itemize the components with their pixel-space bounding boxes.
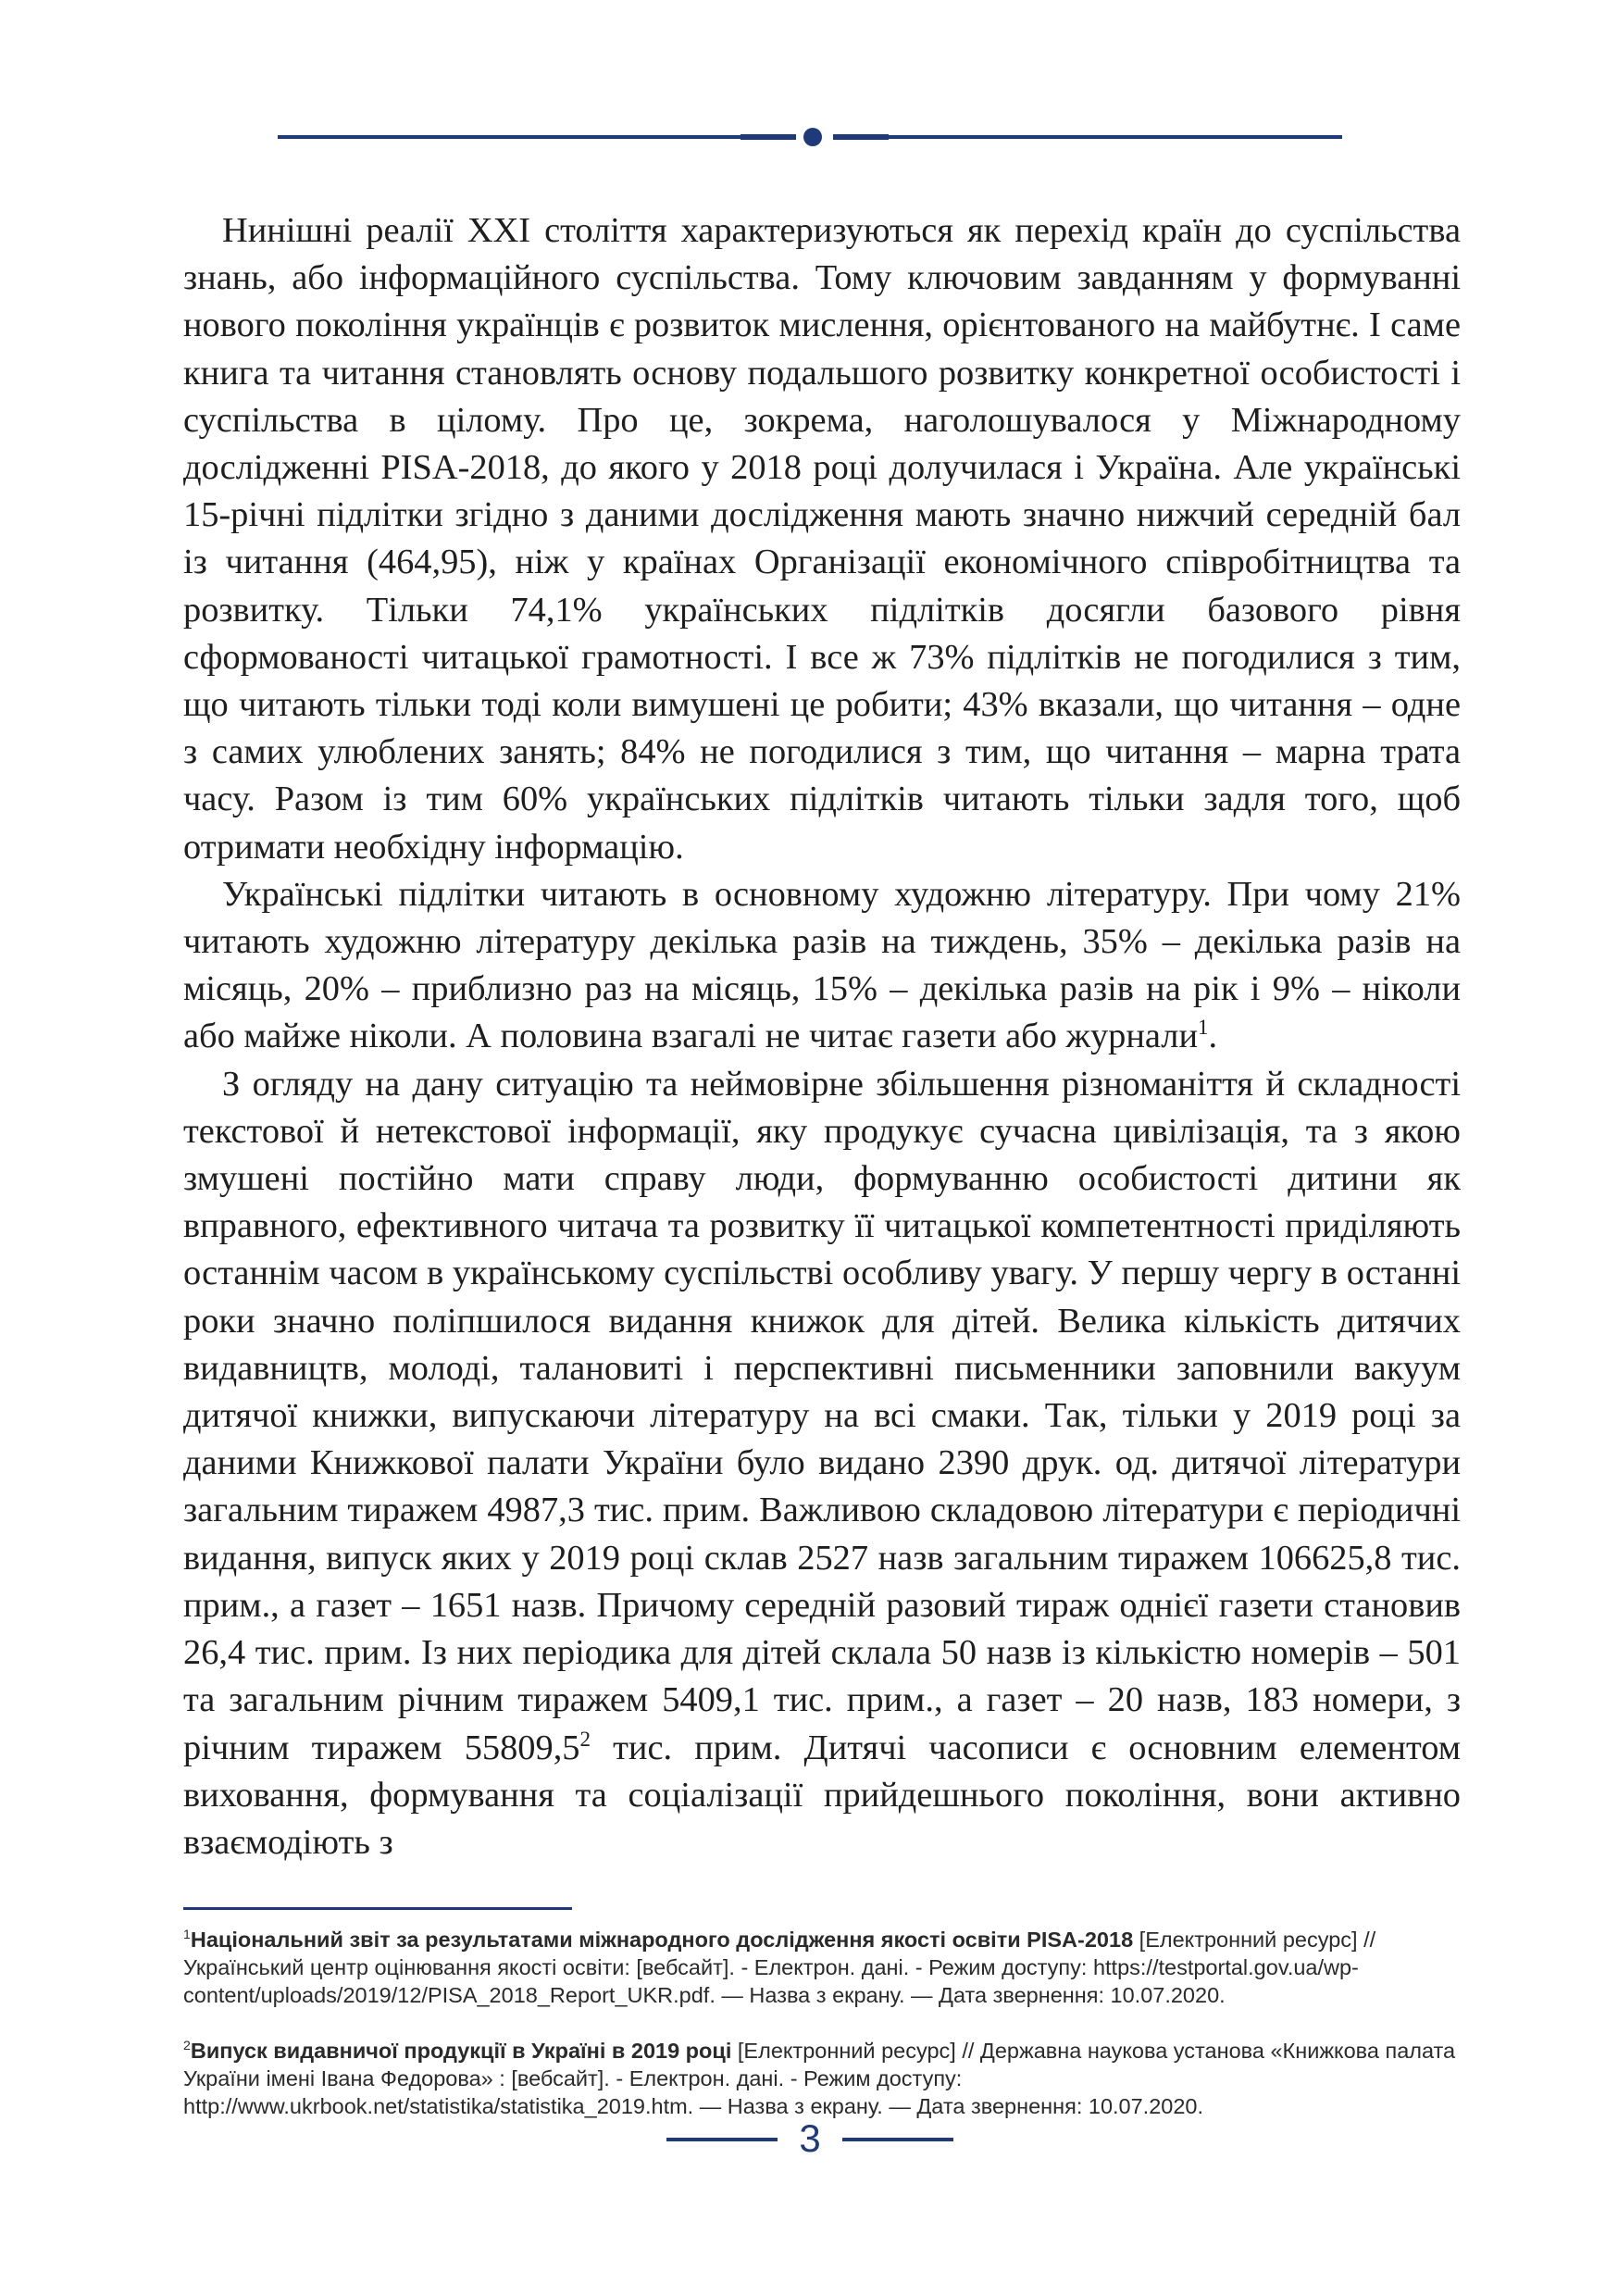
paragraph-2-tail: . xyxy=(1208,1017,1218,1056)
paragraph-1 xyxy=(183,207,1461,871)
footnote-1 xyxy=(183,1926,1461,2009)
header-rule-left xyxy=(278,135,796,139)
body-text xyxy=(183,207,1461,1866)
footnote-2-number: 2 xyxy=(183,2038,191,2053)
header-ornament xyxy=(278,128,1342,146)
paragraph-2 xyxy=(183,871,1461,1061)
footnote-ref-2[interactable]: 2 xyxy=(579,1726,591,1751)
footer-rule-left xyxy=(666,2138,778,2141)
header-dot xyxy=(803,128,822,146)
header-rule-right xyxy=(833,135,1342,139)
paragraph-3-tail: тис. прим. Дитячі часописи є основним елементом виховання, формування та соціалізації прийдешнього покоління, вони активно взаємодіють з xyxy=(183,1728,1461,1862)
paragraph-1-text: Нинішні реалії XXI століття характеризуються як перехід країн до суспільства знань, або інформаційного суспільства. Тому ключовим завданням у формуванні нового покоління українців є розвиток мислення, орієнтованого на майбутнє. І саме книга та читання становлять основу подальшого розвитку конкретної особистості і суспільства в цілому. Про це, зокрема, наголошувалося у Міжнародному дослідженні PISA-2018, до якого у 2018 році долучилася і Україна. Але українські 15-річні підлітки згідно з даними дослідження мають значно нижчий середній бал із читання (464,95), ніж у країнах Організації економічного співробітництва та розвитку. Тільки 74,1% українських підлітків досягли базового рівня сформованості читацької грамотності. І все ж 73% підлітків не погодилися з тим, що читають тільки тоді коли вимушені це робити; 43% вказали, що читання – одне з самих улюблених занять; 84% не погодилися з тим, що читання – марна трата часу. Разом із тим 60% українських підлітків читають тільки задля того, щоб отримати необхідну інформацію. xyxy=(183,211,1461,867)
footnote-2 xyxy=(183,2037,1461,2120)
footnote-1-number: 1 xyxy=(183,1927,191,1942)
footnote-2-text: [Електронний ресурс] // Державна наукова установа «Книжкова палата України імені Івана Федорова» : [вебсайт]. - Електрон. дані. - Режим доступу: http://www.ukrbook.net/statistika/statistika_2019.htm. — Назва з екрану. — Дата звернення: 10.07.2020. xyxy=(183,2039,1456,2118)
footnote-separator xyxy=(183,1907,572,1910)
footnote-2-title: Випуск видавничої продукції в Україні в 2019 році xyxy=(190,2039,732,2063)
footnote-1-text: [Електронний ресурс] // Український центр оцінювання якості освіти: [вебсайт]. - Електрон. дані. - Режим доступу: https://testportal.gov.ua/wp-content/uploads/2019/12/PISA_2018_Report_UKR.pdf. — Назва з екрану. — Дата звернення: 10.07.2020. xyxy=(183,1928,1376,2007)
paragraph-2-text: Українські підлітки читають в основному художню літературу. При чому 21% читають художню літературу декілька разів на тиждень, 35% – декілька разів на місяць, 20% – приблизно раз на місяць, 15% – декілька разів на рік і 9% – ніколи або майже ніколи. А половина взагалі не читає газети або журнали xyxy=(183,874,1461,1056)
page-number: 3 xyxy=(799,2116,821,2160)
footer-rule-right xyxy=(842,2138,953,2141)
paragraph-3 xyxy=(183,1061,1461,1866)
page-footer xyxy=(648,2111,972,2166)
footnote-ref-1[interactable]: 1 xyxy=(1198,1015,1209,1040)
paragraph-3-text: З огляду на дану ситуацію та неймовірне збільшення різноманіття й складності текстової й нетекстової інформації, яку продукує сучасна цивілізація, та з якою змушені постійно мати справу люди, формуванню особистості дитини як вправного, ефективного читача та розвитку її читацької компетентності приділяють останнім часом в українському суспільстві особливу увагу. У першу чергу в останні роки значно поліпшилося видання книжок для дітей. Велика кількість дитячих видавництв, молоді, талановиті і перспективні письменники заповнили вакуум дитячої книжки, випускаючи літературу на всі смаки. Так, тільки у 2019 році за даними Книжкової палати України було видано 2390 друк. од. дитячої літератури загальним тиражем 4987,3 тис. прим. Важливою складовою літератури є періодичні видання, випуск яких у 2019 році склав 2527 назв загальним тиражем 106625,8 тис. прим., а газет – 1651 назв. Причому середній разовий тираж однієї газети становив 26,4 тис. прим. Із них періодика для дітей склала 50 назв із кількістю номерів – 501 та загальним річним тиражем 5409,1 тис. прим., а газет – 20 назв, 183 номери, з річним тиражем 55809,5 xyxy=(183,1064,1461,1767)
footnote-1-title: Національний звіт за результатами міжнародного дослідження якості освіти PISA-2018 xyxy=(190,1928,1134,1952)
